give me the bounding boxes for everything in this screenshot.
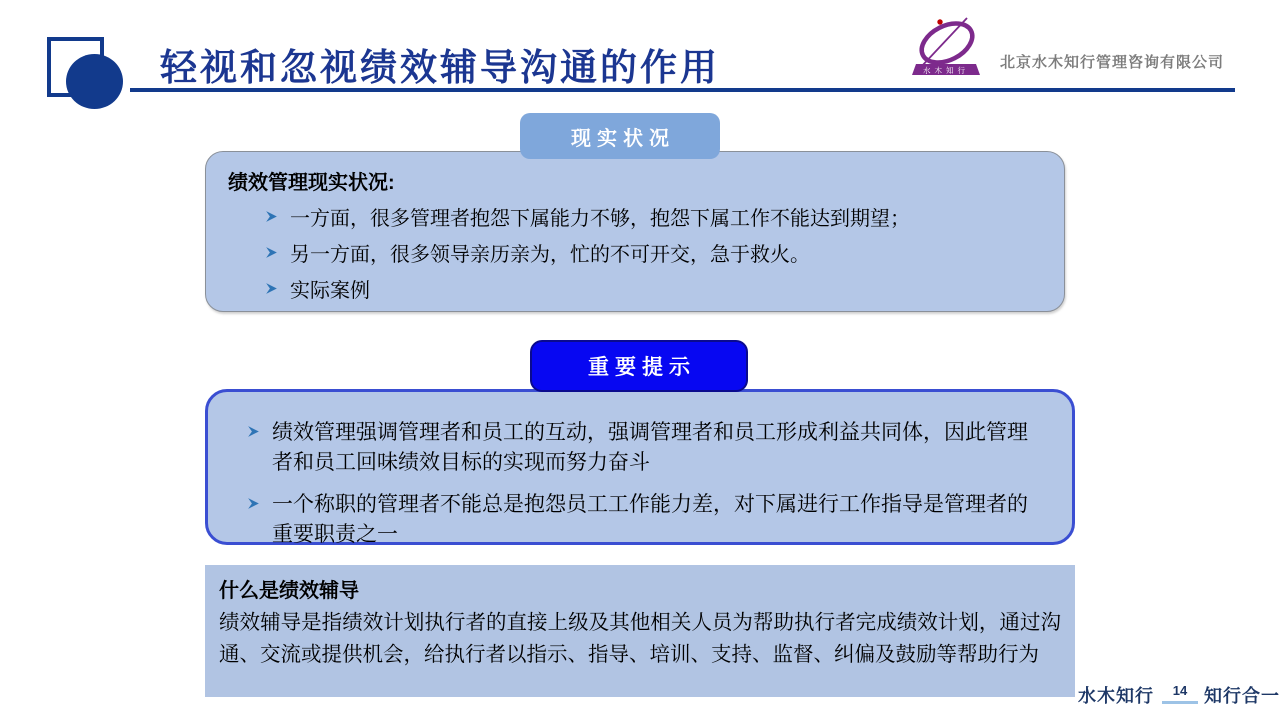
definition-box: [205, 565, 1075, 697]
footer-brand-left: 水木知行: [1078, 686, 1154, 706]
bullet-text: 绩效管理强调管理者和员工的互动，强调管理者和员工形成利益共同体，因此管理者和员工回味绩效目标的实现而努力奋斗: [272, 421, 1028, 474]
logo-red-dot-icon: [937, 19, 942, 24]
decorative-circle-icon: [66, 54, 123, 109]
list-item: [264, 237, 1046, 273]
notice-box: [205, 389, 1075, 545]
tab-reality-status: 现实状况: [520, 113, 720, 159]
company-logo-icon: [906, 14, 990, 78]
list-item: [264, 201, 1046, 237]
bullet-arrow-icon: [246, 496, 261, 511]
list-item: [246, 490, 1048, 550]
reality-bullet-list: [206, 201, 1064, 309]
reality-box: [205, 151, 1065, 312]
footer: [1078, 682, 1280, 708]
bullet-arrow-icon: [264, 245, 279, 260]
page-number: 14: [1162, 683, 1198, 704]
bullet-text: 一方面，很多管理者抱怨下属能力不够，抱怨下属工作不能达到期望；: [290, 208, 910, 230]
footer-brand-right: 知行合一: [1204, 686, 1280, 706]
bullet-arrow-icon: [264, 209, 279, 224]
definition-body: 绩效辅导是指绩效计划执行者的直接上级及其他相关人员为帮助执行者完成绩效计划，通过沟通、交流或提供机会，给执行者以指示、指导、培训、支持、监督、纠偏及鼓励等帮助行为: [219, 611, 1061, 666]
bullet-text: 另一方面，很多领导亲历亲为，忙的不可开交，急于救火。: [290, 244, 810, 266]
title-divider: [130, 88, 1235, 92]
bullet-arrow-icon: [264, 281, 279, 296]
bullet-text: 一个称职的管理者不能总是抱怨员工工作能力差，对下属进行工作指导是管理者的重要职责之一: [272, 493, 1028, 546]
company-name: 北京水木知行管理咨询有限公司: [1000, 54, 1225, 71]
list-item: [246, 418, 1048, 478]
list-item: [264, 273, 1046, 309]
bullet-arrow-icon: [246, 424, 261, 439]
definition-heading: 什么是绩效辅导: [219, 580, 359, 602]
bullet-text: 实际案例: [290, 280, 370, 302]
notice-bullet-list: [208, 418, 1072, 550]
page-title: 轻视和忽视绩效辅导沟通的作用: [160, 47, 720, 88]
tab-important-notice: 重要提示: [530, 340, 748, 392]
reality-heading: 绩效管理现实状况:: [228, 172, 395, 194]
logo-banner-text: 水木知行: [923, 66, 969, 75]
